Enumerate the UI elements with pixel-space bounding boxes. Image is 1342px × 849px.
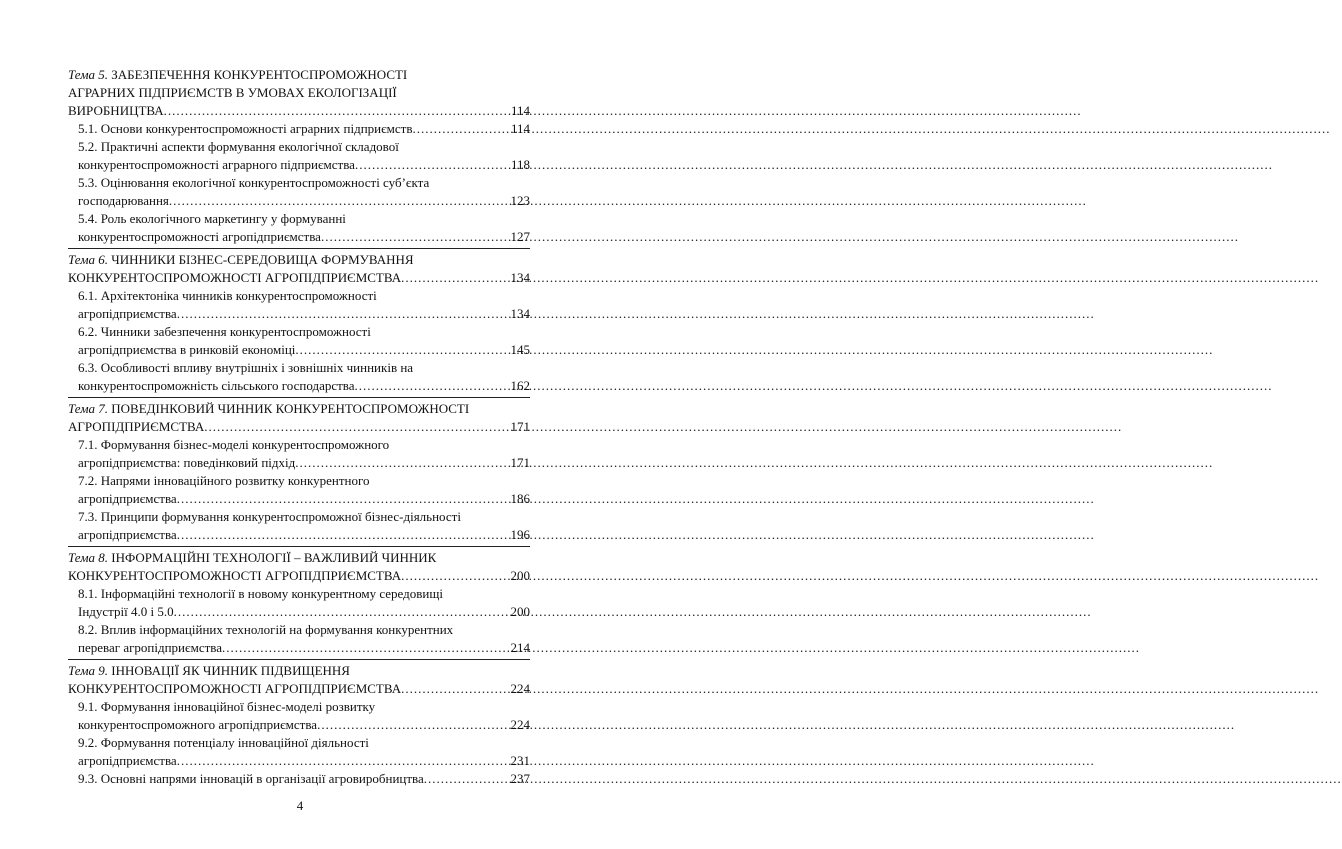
leader-dots xyxy=(355,156,509,174)
leader-dots xyxy=(204,418,508,436)
topic-prefix: Тема 8. xyxy=(68,550,109,565)
leader-dots xyxy=(164,102,509,120)
subsection-text[interactable]: 5.3. Оцінювання екологічної конкурентоспроможності суб’єкта xyxy=(78,175,430,190)
page-ref: 224 xyxy=(510,681,530,696)
subsection-text: господарювання xyxy=(78,193,169,208)
page-ref: 200 xyxy=(510,604,530,619)
subsection-list xyxy=(68,287,530,395)
subsection-text: конкурентоспроможності аграрного підприємства xyxy=(78,157,355,172)
subsection-entry[interactable] xyxy=(78,770,530,788)
leader-dots xyxy=(169,192,509,210)
page-ref: 127 xyxy=(510,229,530,244)
subsection-text: агропідприємства в ринковій економіці xyxy=(78,342,296,357)
subsection-entry[interactable] xyxy=(78,192,530,210)
subsection-text[interactable]: 9.1. Формування інноваційної бізнес-моделі розвитку xyxy=(78,699,376,714)
topic-title-text: АГРОПІДПРИЄМСТВА xyxy=(68,419,205,434)
page-ref: 145 xyxy=(510,342,530,357)
topic-title-line xyxy=(68,400,530,418)
subsection-entry[interactable] xyxy=(78,341,530,359)
leader-dots xyxy=(321,228,509,246)
leader-dots xyxy=(401,269,508,287)
leader-dots xyxy=(295,341,508,359)
page-ref: 200 xyxy=(510,568,530,583)
toc-topic xyxy=(68,400,530,547)
table-of-contents xyxy=(68,66,530,792)
subsection-entry[interactable] xyxy=(78,120,530,138)
subsection-text[interactable]: 6.2. Чинники забезпечення конкурентоспроможності xyxy=(78,324,371,339)
topic-prefix: Тема 6. xyxy=(68,252,109,267)
topic-title-text: КОНКУРЕНТОСПРОМОЖНОСТІ АГРОПІДПРИЄМСТВА xyxy=(68,568,402,583)
subsection-entry[interactable] xyxy=(78,639,530,657)
page-ref: 114 xyxy=(510,103,530,118)
subsection-list xyxy=(68,436,530,544)
subsection-text: агропідприємства xyxy=(78,306,177,321)
subsection-text[interactable]: 5.2. Практичні аспекти формування екологічної складової xyxy=(78,139,399,154)
topic-title-text: ПОВЕДІНКОВИЙ ЧИННИК КОНКУРЕНТОСПРОМОЖНОСТІ xyxy=(111,401,470,416)
topic-heading[interactable] xyxy=(68,66,530,120)
subsection-entry[interactable] xyxy=(78,305,530,323)
subsection-entry[interactable] xyxy=(78,156,530,174)
subsection-list xyxy=(68,585,530,657)
subsection-text: переваг агропідприємства xyxy=(78,640,223,655)
subsection-text[interactable]: 7.3. Принципи формування конкурентоспроможної бізнес-діяльності xyxy=(78,509,461,524)
page-ref: 134 xyxy=(510,270,530,285)
subsection-entry[interactable] xyxy=(78,752,530,770)
subsection-entry[interactable] xyxy=(78,490,530,508)
topic-title-line xyxy=(68,251,530,269)
topic-title-text: ЗАБЕЗПЕЧЕННЯ КОНКУРЕНТОСПРОМОЖНОСТІ xyxy=(111,67,408,82)
subsection-text[interactable]: 7.2. Напрями інноваційного розвитку конкурентного xyxy=(78,473,370,488)
topic-prefix: Тема 9. xyxy=(68,663,109,678)
subsection-text: конкурентоспроможного агропідприємства xyxy=(78,717,318,732)
toc-topic xyxy=(68,66,530,249)
subsection-text: агропідприємства: поведінковий підхід xyxy=(78,455,296,470)
page-ref: 171 xyxy=(510,419,530,434)
page-ref: 231 xyxy=(510,753,530,768)
leader-dots xyxy=(177,526,509,544)
subsection-list xyxy=(68,120,530,246)
subsection-text: агропідприємства xyxy=(78,527,177,542)
topic-title-line: АГРАРНИХ ПІДПРИЄМСТВ В УМОВАХ ЕКОЛОГІЗАЦІЇ xyxy=(68,85,397,100)
subsection-entry[interactable] xyxy=(78,377,530,395)
leader-dots xyxy=(177,752,509,770)
page-ref: 214 xyxy=(510,640,530,655)
subsection-entry[interactable] xyxy=(78,526,530,544)
leader-dots xyxy=(177,490,509,508)
subsection-text[interactable]: 9.2. Формування потенціалу інноваційної діяльності xyxy=(78,735,369,750)
topic-heading[interactable] xyxy=(68,400,530,436)
subsection-text[interactable]: 6.1. Архітектоніка чинників конкурентоспроможності xyxy=(78,288,377,303)
leader-dots xyxy=(177,305,509,323)
topic-title-text: КОНКУРЕНТОСПРОМОЖНОСТІ АГРОПІДПРИЄМСТВА xyxy=(68,270,402,285)
topic-title-text: КОНКУРЕНТОСПРОМОЖНОСТІ АГРОПІДПРИЄМСТВА xyxy=(68,681,402,696)
page-ref: 118 xyxy=(510,157,530,172)
subsection-text: 9.3. Основні напрями інновацій в організації агровиробництва xyxy=(78,771,424,786)
subsection-text[interactable]: 6.3. Особливості впливу внутрішніх і зовнішніх чинників на xyxy=(78,360,414,375)
topic-prefix: Тема 7. xyxy=(68,401,109,416)
leader-dots xyxy=(222,639,508,657)
subsection-entry[interactable] xyxy=(78,454,530,472)
subsection-text: агропідприємства xyxy=(78,753,177,768)
leader-dots xyxy=(295,454,508,472)
subsection-text: конкурентоспроможність сільського господарства xyxy=(78,378,355,393)
subsection-entry[interactable] xyxy=(78,228,530,246)
topic-title-entry xyxy=(68,269,530,287)
page-ref: 123 xyxy=(510,193,530,208)
toc-topic xyxy=(68,251,530,398)
subsection-list xyxy=(68,698,530,788)
topic-title-text: ВИРОБНИЦТВА xyxy=(68,103,164,118)
subsection-text[interactable]: 8.2. Вплив інформаційних технологій на формування конкурентних xyxy=(78,622,454,637)
topic-heading[interactable] xyxy=(68,251,530,287)
page-ref: 171 xyxy=(510,455,530,470)
toc-topic xyxy=(68,662,530,790)
topic-heading[interactable] xyxy=(68,662,530,698)
page-ref: 186 xyxy=(510,491,530,506)
topic-title-entry xyxy=(68,567,530,585)
page-number: 4 xyxy=(296,798,304,813)
leader-dots xyxy=(174,603,509,621)
page-ref: 134 xyxy=(510,306,530,321)
leader-dots xyxy=(413,120,509,138)
topic-title-text: ІННОВАЦІЇ ЯК ЧИННИК ПІДВИЩЕННЯ xyxy=(111,663,350,678)
topic-title-entry xyxy=(68,680,530,698)
subsection-text[interactable]: 5.4. Роль екологічного маркетингу у формуванні xyxy=(78,211,346,226)
leader-dots xyxy=(317,716,508,734)
leader-dots xyxy=(401,680,508,698)
subsection-entry[interactable] xyxy=(78,603,530,621)
page-ref: 114 xyxy=(510,121,530,136)
topic-title-line xyxy=(68,662,530,680)
topic-title-line xyxy=(68,549,530,567)
subsection-text: Індустрії 4.0 і 5.0 xyxy=(78,604,174,619)
subsection-text: 5.1. Основи конкурентоспроможності аграрних підприємств xyxy=(78,121,413,136)
topic-title-line xyxy=(68,66,530,84)
leader-dots xyxy=(355,377,509,395)
toc-topic xyxy=(68,549,530,660)
topic-prefix: Тема 5. xyxy=(68,67,109,82)
leader-dots xyxy=(401,567,508,585)
subsection-text: конкурентоспроможності агропідприємства xyxy=(78,229,321,244)
topic-title-entry xyxy=(68,102,530,120)
subsection-text: агропідприємства xyxy=(78,491,177,506)
page-ref: 196 xyxy=(510,527,530,542)
subsection-entry[interactable] xyxy=(78,716,530,734)
page-ref: 162 xyxy=(510,378,530,393)
topic-title-text: ІНФОРМАЦІЙНІ ТЕХНОЛОГІЇ – ВАЖЛИВИЙ ЧИННИК xyxy=(111,550,437,565)
page-ref: 237 xyxy=(510,771,530,786)
topic-heading[interactable] xyxy=(68,549,530,585)
subsection-text[interactable]: 8.1. Інформаційні технології в новому конкурентному середовищі xyxy=(78,586,443,601)
topic-title-text: ЧИННИКИ БІЗНЕС-СЕРЕДОВИЩА ФОРМУВАННЯ xyxy=(111,252,414,267)
page-ref: 224 xyxy=(510,717,530,732)
leader-dots xyxy=(424,770,509,788)
subsection-text[interactable]: 7.1. Формування бізнес-моделі конкурентоспроможного xyxy=(78,437,390,452)
topic-title-entry xyxy=(68,418,530,436)
